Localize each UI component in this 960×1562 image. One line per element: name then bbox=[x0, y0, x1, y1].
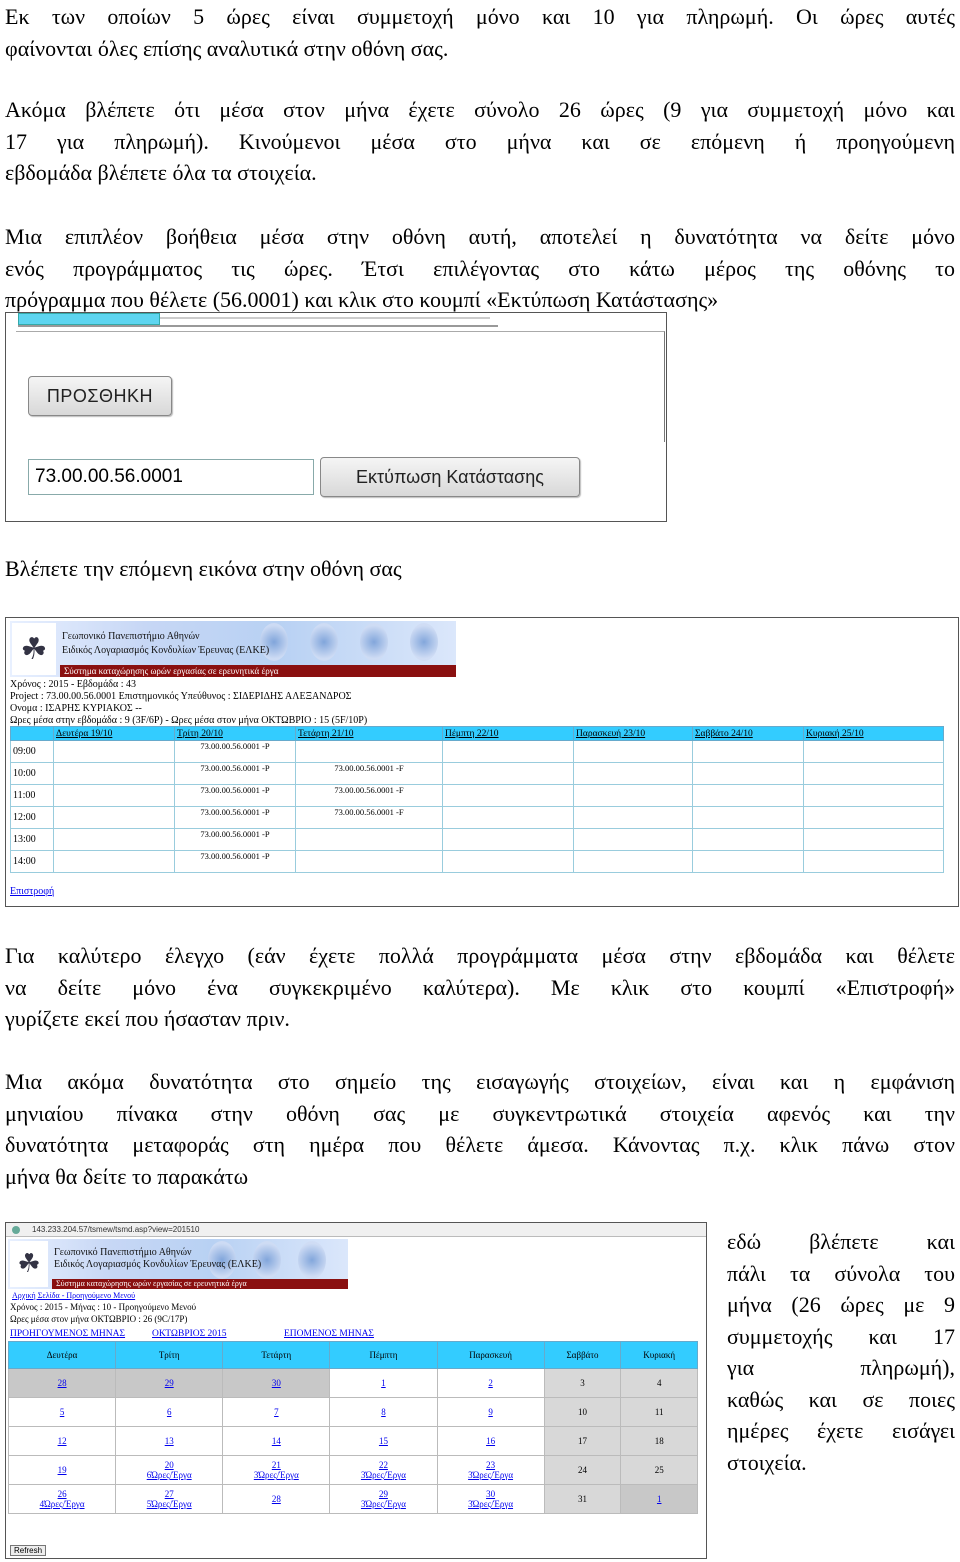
hour-cell: 14:00 bbox=[11, 851, 54, 873]
week-row bbox=[9, 1456, 698, 1485]
slot-cell[interactable]: 73.00.00.56.0001 -P bbox=[175, 807, 296, 829]
text-line: για πληρωμή), bbox=[727, 1355, 955, 1380]
day-cell[interactable]: 16 bbox=[437, 1427, 544, 1456]
weekday-header: Δευτέρα bbox=[9, 1342, 116, 1369]
hour-cell: 11:00 bbox=[11, 785, 54, 807]
weekday-header: Τετάρτη bbox=[223, 1342, 330, 1369]
slot-cell[interactable] bbox=[296, 829, 443, 851]
banner-title: Γεωπονικό Πανεπιστήμιο Αθηνών bbox=[62, 631, 200, 642]
slot-cell[interactable]: 73.00.00.56.0001 -P bbox=[175, 851, 296, 873]
week-row bbox=[9, 1369, 698, 1398]
extra-help-paragraph bbox=[5, 221, 955, 316]
text-line: στοιχεία. bbox=[727, 1449, 807, 1475]
ornament-icon bbox=[298, 1241, 326, 1279]
info-line: Χρόνος : 2015 - Μήνας : 10 - Προηγούμενο Μενού bbox=[10, 1302, 197, 1312]
slot-cell[interactable] bbox=[54, 807, 175, 829]
day-cell[interactable]: 2 bbox=[437, 1369, 544, 1398]
print-status-button[interactable]: Εκτύπωση Κατάστασης bbox=[320, 457, 580, 497]
slot-cell[interactable] bbox=[443, 785, 574, 807]
site-banner bbox=[8, 1239, 348, 1289]
hour-row bbox=[11, 741, 944, 763]
intro-paragraph bbox=[5, 1, 955, 64]
month-summary-paragraph bbox=[5, 94, 955, 189]
text-line: γυρίζετε εκεί που ήσασταν πριν. bbox=[5, 1006, 290, 1031]
day-cell[interactable]: 8 bbox=[330, 1398, 437, 1427]
day-cell: 25 bbox=[621, 1456, 698, 1485]
weekday-header: Πέμπτη bbox=[330, 1342, 437, 1369]
week-table bbox=[10, 726, 944, 873]
slot-cell[interactable] bbox=[693, 785, 804, 807]
text-line: φαίνονται όλες επίσης αναλυτικά στην οθόνη σας. bbox=[5, 35, 449, 61]
banner-subtitle: Ειδικός Λογαριασμός Κονδυλίων Έρευνας (ΕΛΚΕ) bbox=[62, 645, 270, 656]
week-row bbox=[9, 1398, 698, 1427]
hour-cell: 09:00 bbox=[11, 741, 54, 763]
slot-cell[interactable]: 73.00.00.56.0001 -P bbox=[175, 829, 296, 851]
slot-cell[interactable] bbox=[574, 829, 693, 851]
program-select[interactable]: 73.00.00.56.0001 bbox=[28, 459, 314, 495]
slot-cell[interactable] bbox=[693, 763, 804, 785]
slot-cell[interactable] bbox=[54, 851, 175, 873]
text-line: δυνατότητα μεταφοράς στη ημέρα που θέλετε άμεσα. Κάνοντας π.χ. κλικ πάνω στον bbox=[5, 1132, 955, 1157]
day-header[interactable]: Κυριακή 25/10 bbox=[804, 727, 944, 741]
slot-cell[interactable] bbox=[54, 785, 175, 807]
day-cell: 18 bbox=[621, 1427, 698, 1456]
day-header[interactable]: Σαββάτο 24/10 bbox=[693, 727, 804, 741]
slot-cell[interactable] bbox=[693, 741, 804, 763]
day-cell: 31 bbox=[544, 1485, 621, 1514]
slot-cell[interactable]: 73.00.00.56.0001 -P bbox=[175, 785, 296, 807]
day-cell[interactable]: 15 bbox=[330, 1427, 437, 1456]
slot-cell[interactable] bbox=[54, 741, 175, 763]
text-line: Ακόμα βλέπετε ότι μέσα στον μήνα έχετε σύνολο 26 ώρες (9 για συμμετοχή μόνο και bbox=[5, 97, 955, 122]
day-header[interactable]: Τρίτη 20/10 bbox=[175, 727, 296, 741]
day-cell[interactable]: 29 bbox=[116, 1369, 223, 1398]
monthly-view-screenshot bbox=[5, 1222, 707, 1559]
slot-cell[interactable]: 73.00.00.56.0001 -F bbox=[296, 785, 443, 807]
slot-cell[interactable] bbox=[693, 807, 804, 829]
site-banner bbox=[10, 621, 456, 677]
hour-row bbox=[11, 829, 944, 851]
day-cell[interactable]: 6 bbox=[116, 1398, 223, 1427]
text-line: καθώς και σε ποιες bbox=[727, 1386, 955, 1412]
day-cell[interactable]: 23 3Ώρες/Έργα bbox=[437, 1456, 544, 1485]
day-cell[interactable]: 21 3Ώρες/Έργα bbox=[223, 1456, 330, 1485]
banner-title: Γεωπονικό Πανεπιστήμιο Αθηνών bbox=[54, 1247, 192, 1258]
text-line: μήνα (26 ώρες με 9 bbox=[727, 1292, 955, 1317]
day-cell: 11 bbox=[621, 1398, 698, 1427]
text-line: μηνιαίου πίνακα στην οθόνη σας με συγκεντρωτικά στοιχεία αφενός και την bbox=[5, 1100, 955, 1126]
slot-cell[interactable] bbox=[804, 829, 944, 851]
banner-subtitle: Ειδικός Λογαριασμός Κονδυλίων Έρευνας (ΕΛΚΕ) bbox=[54, 1259, 262, 1270]
slot-cell[interactable] bbox=[54, 763, 175, 785]
slot-cell[interactable] bbox=[443, 851, 574, 873]
week-row bbox=[9, 1485, 698, 1514]
info-line: Χρόνος : 2015 - Εβδομάδα : 43 bbox=[10, 679, 137, 690]
banner-system-bar: Σύστημα καταχώρησης ωρών εργασίας σε ερευνητικά έργα bbox=[60, 665, 456, 677]
current-month-link[interactable]: ΟΚΤΩΒΡΙΟΣ 2015 bbox=[152, 1329, 227, 1339]
hour-row bbox=[11, 785, 944, 807]
prev-month-link[interactable]: ΠΡΟΗΓΟΥΜΕΝΟΣ ΜΗΝΑΣ bbox=[10, 1329, 126, 1339]
globe-icon bbox=[12, 1226, 20, 1234]
day-cell[interactable]: 30 bbox=[223, 1369, 330, 1398]
day-cell[interactable]: 26 4Ώρες/Έργα bbox=[9, 1485, 116, 1514]
slot-cell[interactable] bbox=[693, 829, 804, 851]
text-line: ενός προγράμματος τις ώρες. Έτσι επιλέγοντας στο κάτω μέρος της οθόνης το bbox=[5, 255, 955, 281]
weekday-header: Κυριακή bbox=[621, 1342, 698, 1369]
slot-cell[interactable] bbox=[574, 763, 693, 785]
hour-row bbox=[11, 807, 944, 829]
text-line: Βλέπετε την επόμενη εικόνα στην οθόνη σας bbox=[5, 556, 402, 581]
text-line: Για καλύτερο έλεγχο (εάν έχετε πολλά προγράμματα μέσα στην εβδομάδα και θέλετε bbox=[5, 943, 955, 968]
slot-cell[interactable] bbox=[804, 807, 944, 829]
slot-cell[interactable] bbox=[574, 741, 693, 763]
hour-cell: 13:00 bbox=[11, 829, 54, 851]
slot-cell[interactable] bbox=[804, 851, 944, 873]
day-cell[interactable]: 1 bbox=[330, 1369, 437, 1398]
text-line: εβδομάδα βλέπετε όλα τα στοιχεία. bbox=[5, 160, 317, 185]
slot-cell[interactable] bbox=[574, 807, 693, 829]
tab-strip bbox=[18, 313, 498, 327]
day-cell[interactable]: 28 bbox=[9, 1369, 116, 1398]
ornament-icon bbox=[360, 623, 388, 661]
info-line: Ονομα : ΙΣΑΡΗΣ ΚΥΡΙΑΚΟΣ -- bbox=[10, 703, 142, 714]
hour-cell: 12:00 bbox=[11, 807, 54, 829]
slot-cell[interactable] bbox=[443, 829, 574, 851]
day-cell: 4 bbox=[621, 1369, 698, 1398]
day-header[interactable]: Πέμπτη 22/10 bbox=[443, 727, 574, 741]
slot-cell[interactable] bbox=[443, 741, 574, 763]
text-line: να δείτε μόνο ένα συγκεκριμένο καλύτερα). Με κλικ στο κουμπί «Επιστροφή» bbox=[5, 974, 955, 1000]
slot-cell[interactable] bbox=[693, 851, 804, 873]
side-note bbox=[727, 1226, 955, 1478]
weekday-header: Σαββάτο bbox=[544, 1342, 621, 1369]
university-logo: ☘ bbox=[10, 1241, 48, 1287]
text-line: Εκ των οποίων 5 ώρες είναι συμμετοχή μόνο και 10 για πληρωμή. Οι ώρες αυτές bbox=[5, 4, 955, 29]
day-cell[interactable]: 20 6Ώρες/Έργα bbox=[116, 1456, 223, 1485]
slot-cell[interactable] bbox=[443, 807, 574, 829]
day-cell[interactable]: 1 bbox=[621, 1485, 698, 1514]
slot-cell[interactable] bbox=[54, 829, 175, 851]
next-image-caption bbox=[5, 553, 955, 585]
monthly-table-paragraph bbox=[5, 1066, 955, 1192]
back-link[interactable]: Επιστροφή bbox=[10, 886, 55, 897]
day-header[interactable]: Παρασκευή 23/10 bbox=[574, 727, 693, 741]
text-line: Μια ακόμα δυνατότητα στο σημείο της εισαγωγής στοιχείων, είναι και η εμφάνιση bbox=[5, 1069, 955, 1094]
text-line: ημέρες έχετε εισάγει bbox=[727, 1418, 955, 1443]
slot-cell[interactable] bbox=[804, 785, 944, 807]
day-cell: 17 bbox=[544, 1427, 621, 1456]
text-line: συμμετοχής και 17 bbox=[727, 1323, 955, 1349]
day-header[interactable]: Τετάρτη 21/10 bbox=[296, 727, 443, 741]
ornament-icon bbox=[410, 623, 438, 661]
day-cell[interactable]: 29 3Ώρες/Έργα bbox=[330, 1485, 437, 1514]
text-line: Μια επιπλέον βοήθεια μέσα στην οθόνη αυτή, αποτελεί η δυνατότητα να δείτε μόνο bbox=[5, 224, 955, 249]
day-cell[interactable]: 28 bbox=[223, 1485, 330, 1514]
next-month-link[interactable]: ΕΠΟΜΕΝΟΣ ΜΗΝΑΣ bbox=[284, 1329, 374, 1339]
university-logo: ☘ bbox=[12, 623, 56, 675]
address-text: 143.233.204.57/tsmew/tsmd.asp?view=201510 bbox=[32, 1225, 200, 1234]
slot-cell[interactable] bbox=[296, 851, 443, 873]
day-cell: 10 bbox=[544, 1398, 621, 1427]
day-cell[interactable]: 9 bbox=[437, 1398, 544, 1427]
info-line: Ωρες μέσα στην εβδομάδα : 9 (3F/6P) - Ωρες μέσα στον μήνα ΟΚΤΩΒΡΙΟ : 15 (5F/10P) bbox=[10, 715, 368, 726]
text-line: 17 για πληρωμή). Κινούμενοι μέσα στο μήνα και σε επόμενη ή προηγούμενη bbox=[5, 128, 955, 154]
slot-cell[interactable] bbox=[443, 763, 574, 785]
form-panel bbox=[16, 331, 665, 442]
tab-divider bbox=[160, 317, 490, 319]
better-control-paragraph bbox=[5, 940, 955, 1035]
refresh-button[interactable]: Refresh bbox=[10, 1545, 46, 1556]
day-cell[interactable]: 14 bbox=[223, 1427, 330, 1456]
month-calendar-table bbox=[8, 1341, 698, 1514]
hour-header bbox=[11, 727, 54, 741]
slot-cell[interactable] bbox=[574, 785, 693, 807]
banner-system-bar: Σύστημα καταχώρησης ωρών εργασίας σε ερευνητικά έργα bbox=[52, 1279, 348, 1289]
slot-cell[interactable] bbox=[804, 741, 944, 763]
day-header[interactable]: Δευτέρα 19/10 bbox=[54, 727, 175, 741]
hour-cell: 10:00 bbox=[11, 763, 54, 785]
day-cell[interactable]: 19 bbox=[9, 1456, 116, 1485]
day-cell[interactable]: 7 bbox=[223, 1398, 330, 1427]
text-line: πάλι τα σύνολα του bbox=[727, 1260, 955, 1286]
text-line: εδώ βλέπετε και bbox=[727, 1229, 955, 1254]
slot-cell[interactable] bbox=[804, 763, 944, 785]
slot-cell[interactable]: 73.00.00.56.0001 -F bbox=[296, 763, 443, 785]
slot-cell[interactable] bbox=[574, 851, 693, 873]
day-cell[interactable]: 12 bbox=[9, 1427, 116, 1456]
form-screenshot bbox=[5, 312, 667, 522]
tab-active[interactable] bbox=[18, 313, 160, 325]
text-line: πρόγραμμα που θέλετε (56.0001) και κλικ στο κουμπί «Εκτύπωση Κατάστασης» bbox=[5, 287, 719, 312]
slot-cell[interactable] bbox=[296, 741, 443, 763]
weekly-view-screenshot bbox=[5, 617, 959, 907]
menu-link[interactable]: Αρχική Σελίδα - Προηγούμενο Μενού bbox=[12, 1291, 136, 1300]
day-cell: 24 bbox=[544, 1456, 621, 1485]
info-line: Ωρες μέσα στον μήνα ΟΚΤΩΒΡΙΟ : 26 (9C/17P) bbox=[10, 1314, 188, 1324]
day-cell[interactable]: 27 5Ώρες/Έργα bbox=[116, 1485, 223, 1514]
day-cell[interactable]: 22 3Ώρες/Έργα bbox=[330, 1456, 437, 1485]
week-row bbox=[9, 1427, 698, 1456]
slot-cell[interactable]: 73.00.00.56.0001 -P bbox=[175, 741, 296, 763]
text-line: μήνα θα δείτε το παρακάτω bbox=[5, 1163, 249, 1189]
address-bar[interactable] bbox=[6, 1223, 706, 1237]
slot-cell[interactable]: 73.00.00.56.0001 -P bbox=[175, 763, 296, 785]
weekday-header: Τρίτη bbox=[116, 1342, 223, 1369]
ornament-icon bbox=[310, 623, 338, 661]
slot-cell[interactable]: 73.00.00.56.0001 -F bbox=[296, 807, 443, 829]
weekday-header: Παρασκευή bbox=[437, 1342, 544, 1369]
hour-row bbox=[11, 851, 944, 873]
add-button[interactable]: ΠΡΟΣΘΗΚΗ bbox=[28, 376, 172, 416]
day-cell[interactable]: 13 bbox=[116, 1427, 223, 1456]
day-cell[interactable]: 5 bbox=[9, 1398, 116, 1427]
day-cell[interactable]: 30 3Ώρες/Έργα bbox=[437, 1485, 544, 1514]
hour-row bbox=[11, 763, 944, 785]
info-line: Project : 73.00.00.56.0001 Επιστημονικός Υπεύθυνος : ΣΙΔΕΡΙΔΗΣ ΑΛΕΞΑΝΔΡΟΣ bbox=[10, 691, 352, 702]
day-cell: 3 bbox=[544, 1369, 621, 1398]
